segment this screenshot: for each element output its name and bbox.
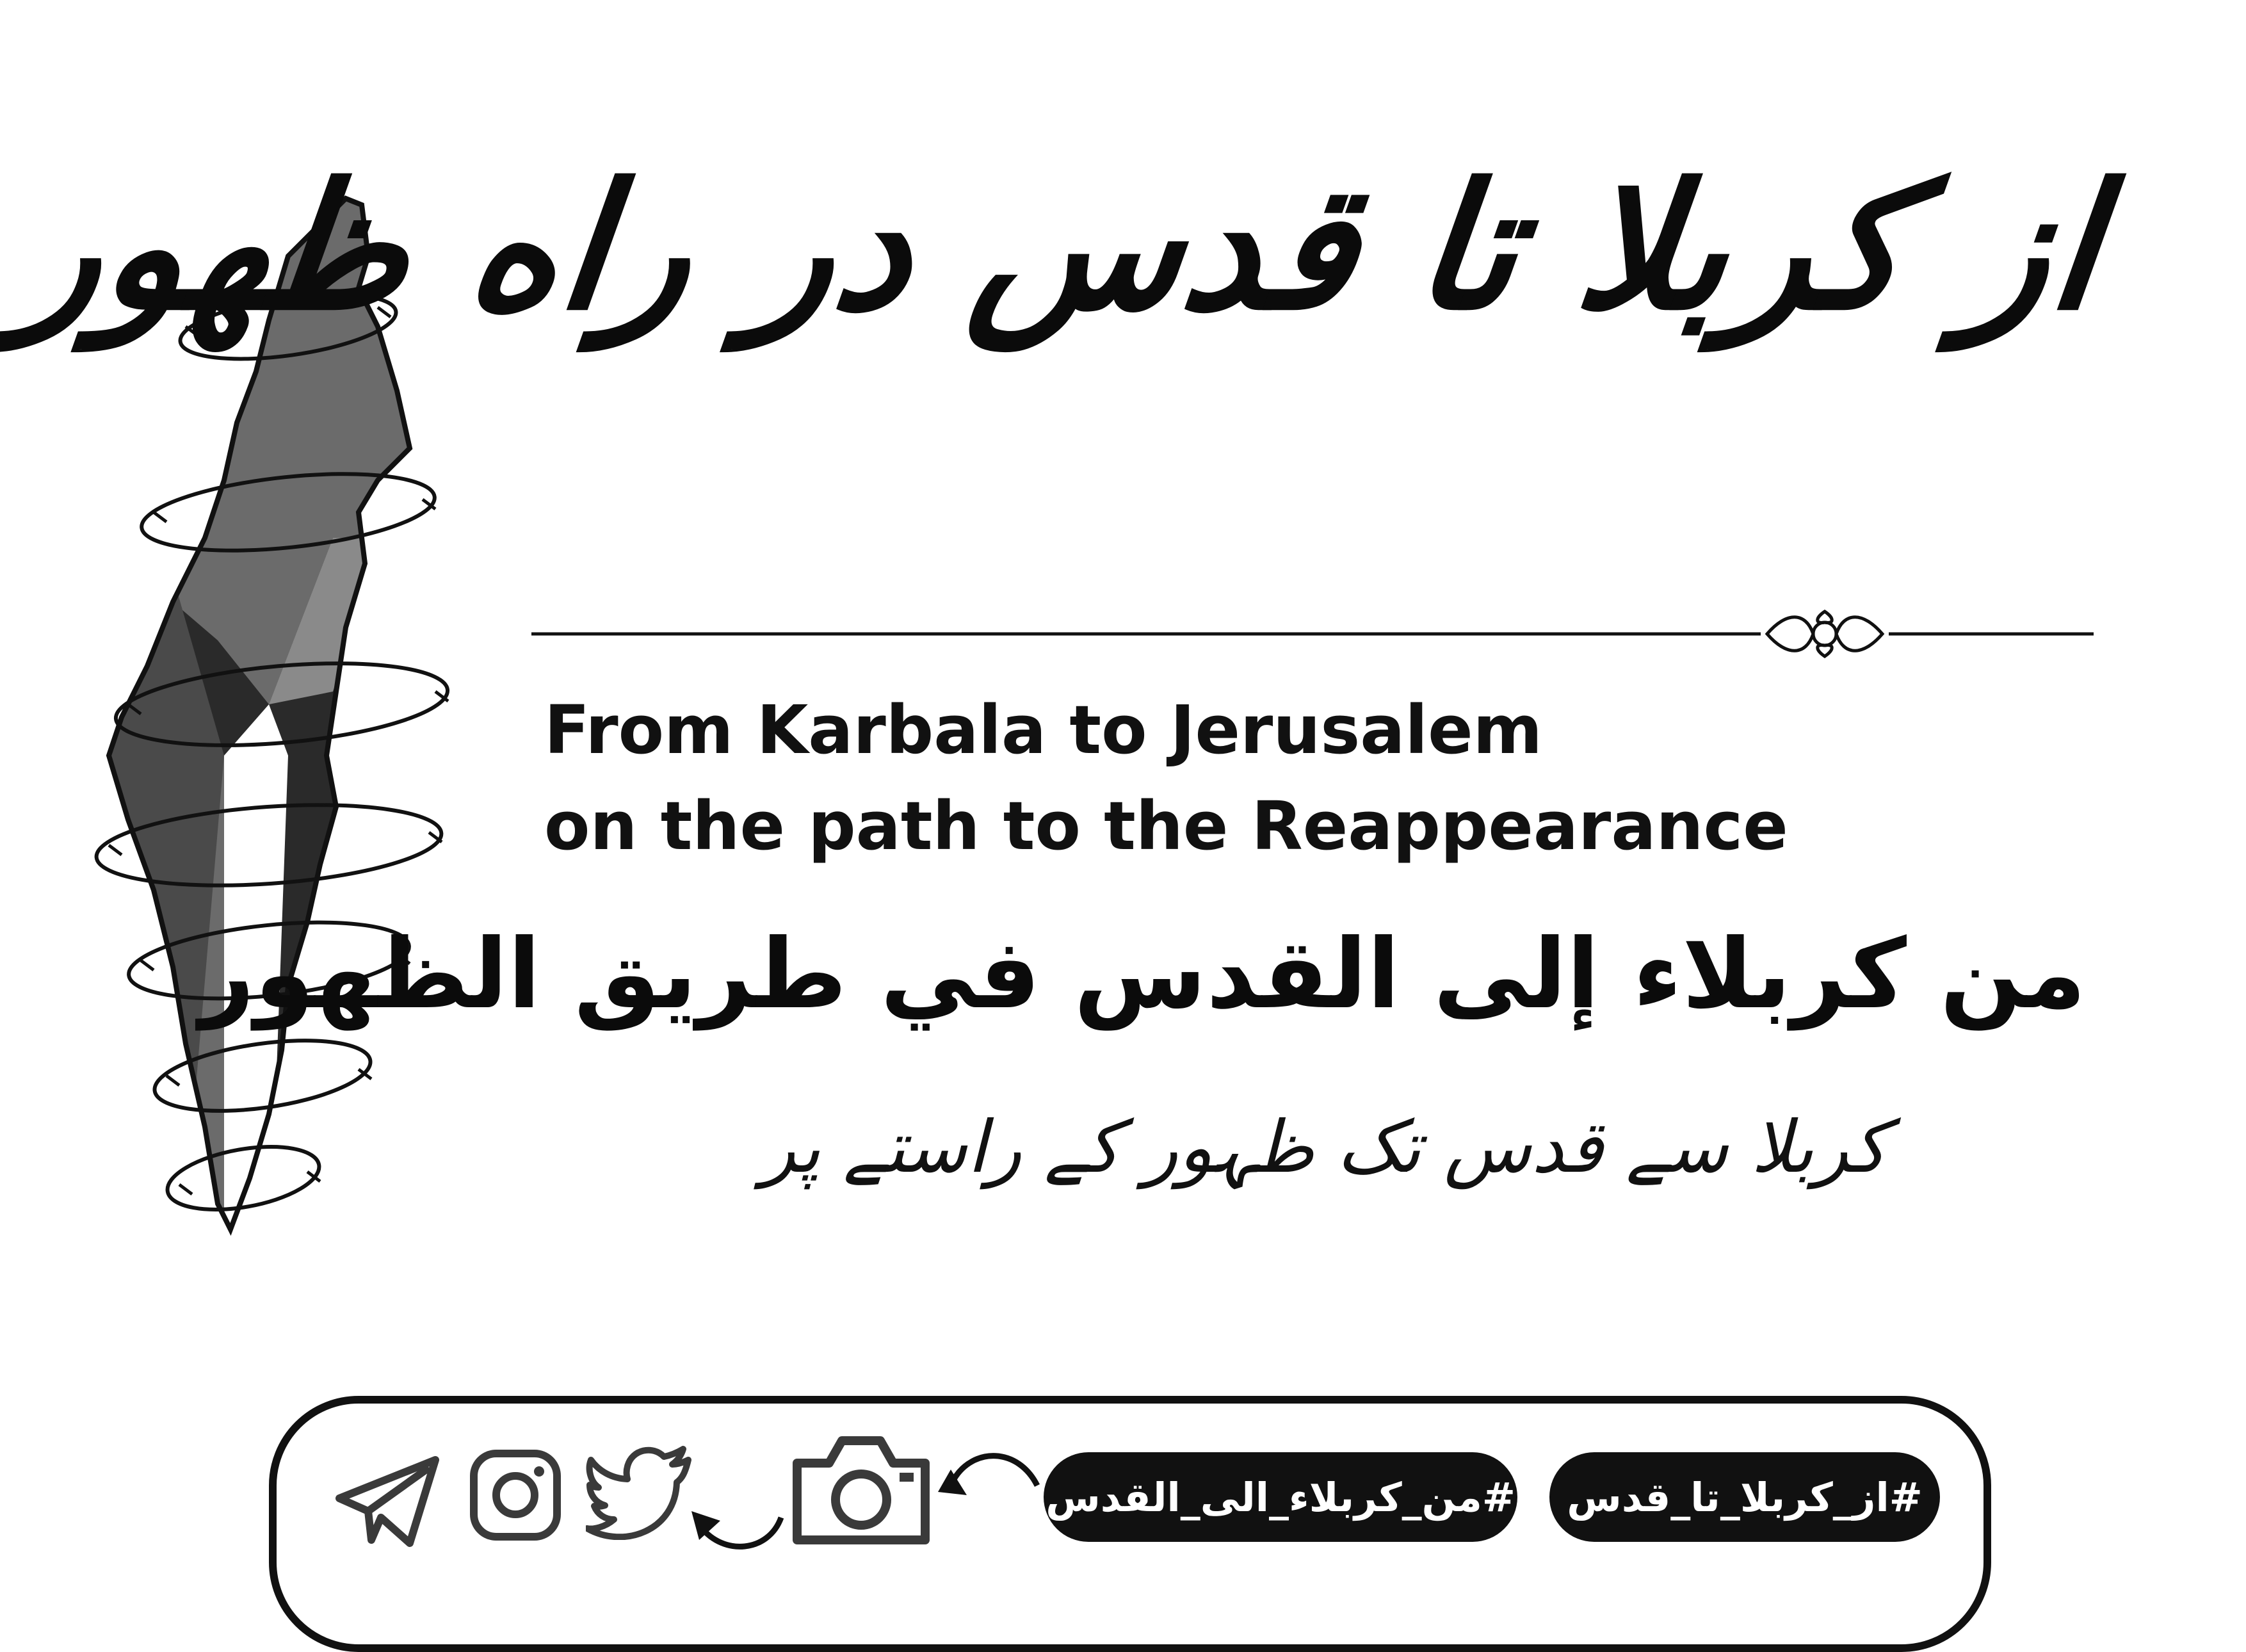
ornamental-divider xyxy=(531,608,2094,660)
english-line-1: From Karbala to Jerusalem xyxy=(544,691,1542,769)
curved-arrow-icon xyxy=(935,1444,1044,1508)
instagram-icon xyxy=(467,1447,563,1543)
urdu-subtitle: کربلا سے قدس تک ظہور کے راستے پر xyxy=(761,1106,1887,1189)
twitter-icon xyxy=(586,1444,695,1540)
title-persian: از کربلا تا قدس در راه ظهور xyxy=(8,145,2110,348)
hashtag-pill[interactable]: #من_کربلاء_الی_القدس xyxy=(1044,1452,1517,1542)
telegram-icon xyxy=(333,1454,442,1550)
hashtag-pill[interactable]: #از_کربلا_تا_قدس xyxy=(1549,1452,1940,1542)
curved-arrow-icon xyxy=(685,1492,788,1562)
camera-icon xyxy=(788,1428,935,1550)
english-line-2: on the path to the Reappearance xyxy=(544,787,1788,865)
english-subtitle xyxy=(544,682,2081,874)
arabic-subtitle: من كربلاء إلى القدس في طريق الظهور xyxy=(199,919,2086,1030)
